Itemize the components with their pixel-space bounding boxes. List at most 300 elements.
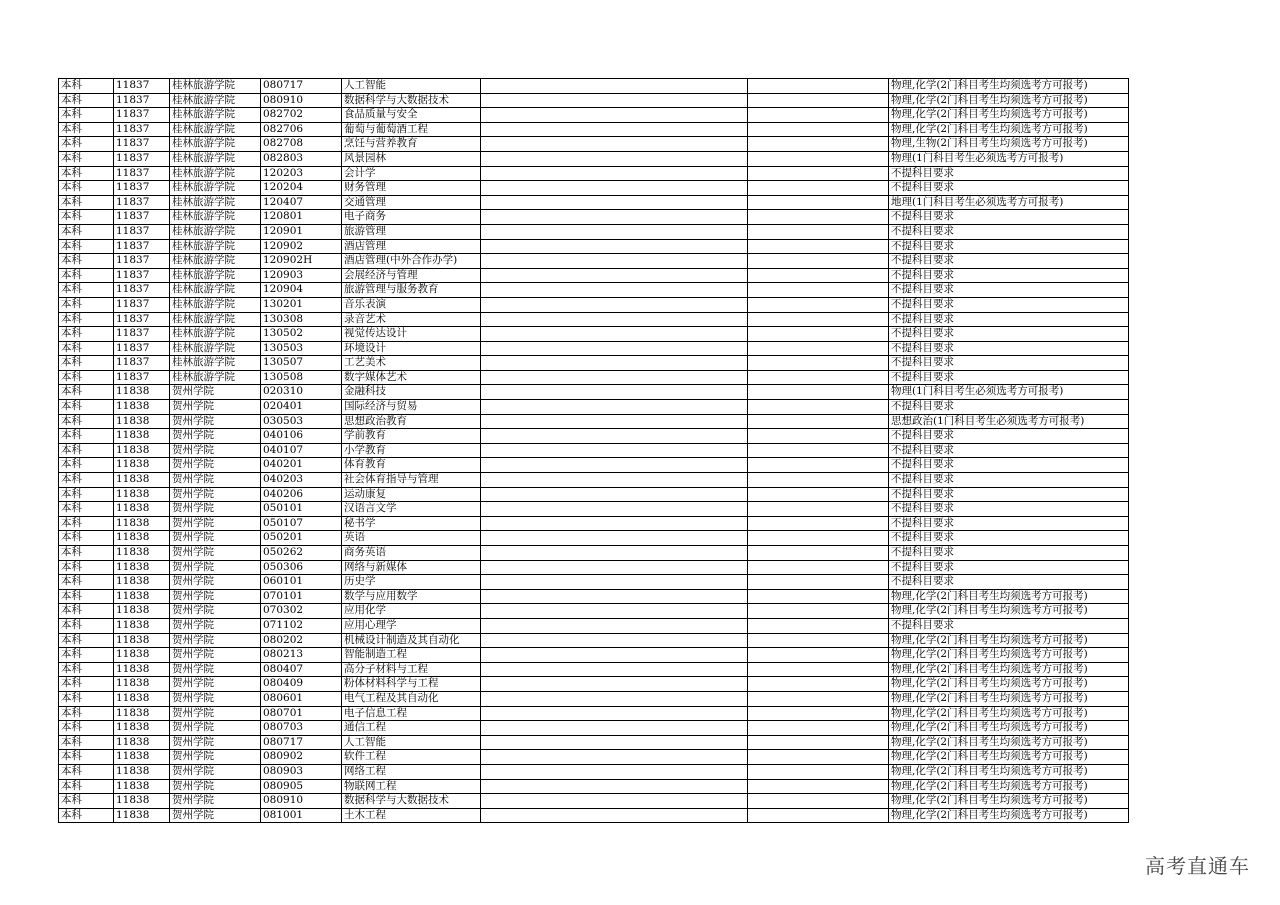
table-row — [59, 108, 1129, 123]
blank-cell — [481, 662, 748, 677]
blank-cell — [748, 487, 889, 502]
blank-cell — [481, 195, 748, 210]
major-code-cell: 050262 — [261, 546, 342, 561]
table-row — [59, 721, 1129, 736]
school-code-cell: 11838 — [114, 633, 170, 648]
school-name-cell: 桂林旅游学院 — [170, 297, 261, 312]
school-code-cell: 11838 — [114, 443, 170, 458]
table-row — [59, 414, 1129, 429]
level-cell: 本科 — [59, 487, 114, 502]
blank-cell — [481, 750, 748, 765]
major-code-cell: 040203 — [261, 473, 342, 488]
table-row — [59, 370, 1129, 385]
level-cell: 本科 — [59, 370, 114, 385]
school-name-cell: 贺州学院 — [170, 546, 261, 561]
school-code-cell: 11838 — [114, 618, 170, 633]
requirement-cell: 不提科目要求 — [889, 224, 1129, 239]
requirement-cell: 不提科目要求 — [889, 327, 1129, 342]
school-name-cell: 贺州学院 — [170, 502, 261, 517]
table-row — [59, 151, 1129, 166]
blank-cell — [748, 808, 889, 823]
blank-cell — [481, 604, 748, 619]
blank-cell — [481, 224, 748, 239]
requirement-cell: 不提科目要求 — [889, 531, 1129, 546]
level-cell: 本科 — [59, 108, 114, 123]
table-row — [59, 356, 1129, 371]
table-row — [59, 195, 1129, 210]
requirement-cell: 不提科目要求 — [889, 546, 1129, 561]
school-name-cell: 桂林旅游学院 — [170, 312, 261, 327]
major-code-cell: 040106 — [261, 429, 342, 444]
blank-cell — [748, 166, 889, 181]
requirement-cell: 物理,化学(2门科目考生均须选考方可报考) — [889, 633, 1129, 648]
level-cell: 本科 — [59, 546, 114, 561]
school-name-cell: 贺州学院 — [170, 531, 261, 546]
table-row — [59, 677, 1129, 692]
requirement-cell: 物理,化学(2门科目考生均须选考方可报考) — [889, 706, 1129, 721]
school-code-cell: 11837 — [114, 195, 170, 210]
blank-cell — [748, 414, 889, 429]
requirement-cell: 不提科目要求 — [889, 166, 1129, 181]
school-name-cell: 贺州学院 — [170, 429, 261, 444]
school-code-cell: 11838 — [114, 677, 170, 692]
level-cell: 本科 — [59, 210, 114, 225]
school-code-cell: 11837 — [114, 356, 170, 371]
blank-cell — [481, 356, 748, 371]
blank-cell — [748, 750, 889, 765]
level-cell: 本科 — [59, 677, 114, 692]
major-name-cell: 音乐表演 — [342, 297, 481, 312]
table-row — [59, 560, 1129, 575]
major-name-cell: 汉语言文学 — [342, 502, 481, 517]
school-code-cell: 11838 — [114, 414, 170, 429]
school-name-cell: 贺州学院 — [170, 589, 261, 604]
school-name-cell: 贺州学院 — [170, 385, 261, 400]
major-code-cell: 080213 — [261, 648, 342, 663]
blank-cell — [748, 356, 889, 371]
school-code-cell: 11838 — [114, 808, 170, 823]
requirement-cell: 物理,化学(2门科目考生均须选考方可报考) — [889, 79, 1129, 94]
school-code-cell: 11837 — [114, 254, 170, 269]
table-row — [59, 750, 1129, 765]
major-code-cell: 082708 — [261, 137, 342, 152]
school-name-cell: 桂林旅游学院 — [170, 210, 261, 225]
level-cell: 本科 — [59, 341, 114, 356]
subject-requirements-table — [58, 78, 1129, 823]
major-code-cell: 050107 — [261, 516, 342, 531]
school-code-cell: 11837 — [114, 312, 170, 327]
major-name-cell: 旅游管理与服务教育 — [342, 283, 481, 298]
requirement-cell: 物理,化学(2门科目考生均须选考方可报考) — [889, 721, 1129, 736]
level-cell: 本科 — [59, 254, 114, 269]
blank-cell — [748, 633, 889, 648]
major-name-cell: 会展经济与管理 — [342, 268, 481, 283]
blank-cell — [481, 531, 748, 546]
level-cell: 本科 — [59, 312, 114, 327]
school-code-cell: 11837 — [114, 151, 170, 166]
blank-cell — [748, 721, 889, 736]
table-row — [59, 546, 1129, 561]
blank-cell — [748, 589, 889, 604]
major-code-cell: 120902 — [261, 239, 342, 254]
major-name-cell: 历史学 — [342, 575, 481, 590]
school-code-cell: 11838 — [114, 604, 170, 619]
level-cell: 本科 — [59, 779, 114, 794]
level-cell: 本科 — [59, 750, 114, 765]
school-name-cell: 贺州学院 — [170, 487, 261, 502]
major-name-cell: 体育教育 — [342, 458, 481, 473]
requirement-cell: 不提科目要求 — [889, 239, 1129, 254]
blank-cell — [481, 414, 748, 429]
table-row — [59, 93, 1129, 108]
blank-cell — [481, 210, 748, 225]
school-name-cell: 贺州学院 — [170, 648, 261, 663]
major-code-cell: 070101 — [261, 589, 342, 604]
major-name-cell: 风景园林 — [342, 151, 481, 166]
requirement-cell: 物理,化学(2门科目考生均须选考方可报考) — [889, 808, 1129, 823]
blank-cell — [748, 268, 889, 283]
blank-cell — [481, 283, 748, 298]
blank-cell — [748, 443, 889, 458]
blank-cell — [481, 400, 748, 415]
school-name-cell: 贺州学院 — [170, 735, 261, 750]
table-row — [59, 648, 1129, 663]
table-row — [59, 210, 1129, 225]
major-code-cell: 120901 — [261, 224, 342, 239]
blank-cell — [748, 546, 889, 561]
major-code-cell: 120801 — [261, 210, 342, 225]
major-name-cell: 电子商务 — [342, 210, 481, 225]
blank-cell — [481, 575, 748, 590]
school-code-cell: 11838 — [114, 429, 170, 444]
blank-cell — [481, 691, 748, 706]
table-row — [59, 443, 1129, 458]
major-name-cell: 数字媒体艺术 — [342, 370, 481, 385]
major-name-cell: 商务英语 — [342, 546, 481, 561]
requirement-cell: 不提科目要求 — [889, 400, 1129, 415]
major-code-cell: 080910 — [261, 93, 342, 108]
school-name-cell: 贺州学院 — [170, 677, 261, 692]
table-row — [59, 400, 1129, 415]
school-code-cell: 11838 — [114, 560, 170, 575]
major-name-cell: 秘书学 — [342, 516, 481, 531]
major-name-cell: 应用心理学 — [342, 618, 481, 633]
requirement-cell: 物理,化学(2门科目考生均须选考方可报考) — [889, 764, 1129, 779]
level-cell: 本科 — [59, 181, 114, 196]
major-code-cell: 130308 — [261, 312, 342, 327]
table-row — [59, 458, 1129, 473]
level-cell: 本科 — [59, 721, 114, 736]
level-cell: 本科 — [59, 589, 114, 604]
major-name-cell: 网络工程 — [342, 764, 481, 779]
blank-cell — [481, 808, 748, 823]
school-code-cell: 11838 — [114, 794, 170, 809]
school-code-cell: 11838 — [114, 662, 170, 677]
requirement-cell: 物理,化学(2门科目考生均须选考方可报考) — [889, 794, 1129, 809]
level-cell: 本科 — [59, 516, 114, 531]
major-name-cell: 思想政治教育 — [342, 414, 481, 429]
blank-cell — [748, 764, 889, 779]
level-cell: 本科 — [59, 735, 114, 750]
school-name-cell: 桂林旅游学院 — [170, 93, 261, 108]
school-code-cell: 11837 — [114, 239, 170, 254]
watermark-logo-text: 高考直通车 — [1145, 854, 1250, 878]
school-code-cell: 11837 — [114, 79, 170, 94]
blank-cell — [748, 224, 889, 239]
school-code-cell: 11837 — [114, 224, 170, 239]
school-code-cell: 11837 — [114, 370, 170, 385]
school-code-cell: 11838 — [114, 516, 170, 531]
major-code-cell: 120407 — [261, 195, 342, 210]
major-code-cell: 082803 — [261, 151, 342, 166]
major-name-cell: 高分子材料与工程 — [342, 662, 481, 677]
requirement-cell: 不提科目要求 — [889, 370, 1129, 385]
level-cell: 本科 — [59, 93, 114, 108]
major-name-cell: 人工智能 — [342, 735, 481, 750]
major-code-cell: 020401 — [261, 400, 342, 415]
major-code-cell: 130503 — [261, 341, 342, 356]
school-code-cell: 11838 — [114, 473, 170, 488]
requirement-cell: 不提科目要求 — [889, 356, 1129, 371]
requirement-cell: 物理,化学(2门科目考生均须选考方可报考) — [889, 108, 1129, 123]
school-name-cell: 贺州学院 — [170, 706, 261, 721]
level-cell: 本科 — [59, 268, 114, 283]
blank-cell — [748, 531, 889, 546]
requirement-cell: 物理,化学(2门科目考生均须选考方可报考) — [889, 648, 1129, 663]
school-name-cell: 桂林旅游学院 — [170, 108, 261, 123]
blank-cell — [748, 400, 889, 415]
blank-cell — [481, 677, 748, 692]
table-row — [59, 312, 1129, 327]
major-name-cell: 社会体育指导与管理 — [342, 473, 481, 488]
blank-cell — [748, 79, 889, 94]
level-cell: 本科 — [59, 691, 114, 706]
school-name-cell: 桂林旅游学院 — [170, 268, 261, 283]
blank-cell — [481, 239, 748, 254]
blank-cell — [481, 370, 748, 385]
blank-cell — [481, 254, 748, 269]
blank-cell — [481, 546, 748, 561]
blank-cell — [481, 108, 748, 123]
school-code-cell: 11838 — [114, 385, 170, 400]
major-name-cell: 会计学 — [342, 166, 481, 181]
school-name-cell: 贺州学院 — [170, 779, 261, 794]
blank-cell — [481, 779, 748, 794]
major-code-cell: 071102 — [261, 618, 342, 633]
major-name-cell: 机械设计制造及其自动化 — [342, 633, 481, 648]
major-name-cell: 人工智能 — [342, 79, 481, 94]
level-cell: 本科 — [59, 151, 114, 166]
school-code-cell: 11838 — [114, 706, 170, 721]
major-code-cell: 060101 — [261, 575, 342, 590]
blank-cell — [481, 166, 748, 181]
major-code-cell: 130201 — [261, 297, 342, 312]
school-code-cell: 11838 — [114, 502, 170, 517]
school-code-cell: 11838 — [114, 487, 170, 502]
level-cell: 本科 — [59, 137, 114, 152]
level-cell: 本科 — [59, 79, 114, 94]
blank-cell — [748, 604, 889, 619]
major-code-cell: 050101 — [261, 502, 342, 517]
table-row — [59, 283, 1129, 298]
blank-cell — [748, 341, 889, 356]
major-code-cell: 080910 — [261, 794, 342, 809]
blank-cell — [748, 662, 889, 677]
table-row — [59, 589, 1129, 604]
major-code-cell: 120903 — [261, 268, 342, 283]
school-name-cell: 贺州学院 — [170, 750, 261, 765]
blank-cell — [748, 93, 889, 108]
blank-cell — [481, 794, 748, 809]
major-name-cell: 金融科技 — [342, 385, 481, 400]
table-row — [59, 764, 1129, 779]
blank-cell — [481, 473, 748, 488]
major-code-cell: 120904 — [261, 283, 342, 298]
school-code-cell: 11837 — [114, 108, 170, 123]
major-name-cell: 电气工程及其自动化 — [342, 691, 481, 706]
school-name-cell: 桂林旅游学院 — [170, 254, 261, 269]
blank-cell — [748, 735, 889, 750]
school-name-cell: 贺州学院 — [170, 662, 261, 677]
requirement-cell: 物理,化学(2门科目考生均须选考方可报考) — [889, 589, 1129, 604]
blank-cell — [481, 341, 748, 356]
school-code-cell: 11837 — [114, 283, 170, 298]
table-row — [59, 808, 1129, 823]
major-code-cell: 040201 — [261, 458, 342, 473]
school-code-cell: 11837 — [114, 268, 170, 283]
table-row — [59, 137, 1129, 152]
blank-cell — [481, 327, 748, 342]
school-name-cell: 贺州学院 — [170, 414, 261, 429]
requirement-cell: 不提科目要求 — [889, 297, 1129, 312]
level-cell: 本科 — [59, 473, 114, 488]
blank-cell — [481, 268, 748, 283]
major-code-cell: 082706 — [261, 122, 342, 137]
blank-cell — [481, 502, 748, 517]
blank-cell — [481, 618, 748, 633]
blank-cell — [481, 458, 748, 473]
school-code-cell: 11838 — [114, 589, 170, 604]
level-cell: 本科 — [59, 604, 114, 619]
level-cell: 本科 — [59, 764, 114, 779]
blank-cell — [748, 297, 889, 312]
major-code-cell: 080703 — [261, 721, 342, 736]
blank-cell — [481, 487, 748, 502]
school-name-cell: 桂林旅游学院 — [170, 181, 261, 196]
major-name-cell: 应用化学 — [342, 604, 481, 619]
blank-cell — [481, 443, 748, 458]
school-name-cell: 桂林旅游学院 — [170, 341, 261, 356]
school-name-cell: 桂林旅游学院 — [170, 356, 261, 371]
blank-cell — [748, 108, 889, 123]
blank-cell — [748, 122, 889, 137]
level-cell: 本科 — [59, 239, 114, 254]
blank-cell — [481, 764, 748, 779]
blank-cell — [748, 458, 889, 473]
blank-cell — [481, 633, 748, 648]
table-row — [59, 618, 1129, 633]
major-name-cell: 网络与新媒体 — [342, 560, 481, 575]
level-cell: 本科 — [59, 458, 114, 473]
level-cell: 本科 — [59, 575, 114, 590]
level-cell: 本科 — [59, 283, 114, 298]
major-code-cell: 130508 — [261, 370, 342, 385]
requirement-cell: 物理,化学(2门科目考生均须选考方可报考) — [889, 735, 1129, 750]
blank-cell — [748, 429, 889, 444]
major-name-cell: 通信工程 — [342, 721, 481, 736]
school-name-cell: 桂林旅游学院 — [170, 137, 261, 152]
major-name-cell: 录音艺术 — [342, 312, 481, 327]
blank-cell — [481, 648, 748, 663]
school-name-cell: 桂林旅游学院 — [170, 224, 261, 239]
major-code-cell: 130507 — [261, 356, 342, 371]
school-code-cell: 11838 — [114, 531, 170, 546]
school-name-cell: 桂林旅游学院 — [170, 327, 261, 342]
level-cell: 本科 — [59, 662, 114, 677]
level-cell: 本科 — [59, 385, 114, 400]
requirement-cell: 不提科目要求 — [889, 312, 1129, 327]
level-cell: 本科 — [59, 195, 114, 210]
requirement-cell: 不提科目要求 — [889, 254, 1129, 269]
school-name-cell: 桂林旅游学院 — [170, 79, 261, 94]
level-cell: 本科 — [59, 297, 114, 312]
school-code-cell: 11837 — [114, 93, 170, 108]
major-name-cell: 烹饪与营养教育 — [342, 137, 481, 152]
major-name-cell: 数学与应用数学 — [342, 589, 481, 604]
school-name-cell: 桂林旅游学院 — [170, 151, 261, 166]
requirement-cell: 物理,化学(2门科目考生均须选考方可报考) — [889, 677, 1129, 692]
level-cell: 本科 — [59, 531, 114, 546]
table-body — [59, 79, 1129, 823]
requirement-cell: 物理,化学(2门科目考生均须选考方可报考) — [889, 662, 1129, 677]
blank-cell — [481, 297, 748, 312]
blank-cell — [481, 516, 748, 531]
blank-cell — [748, 283, 889, 298]
blank-cell — [748, 181, 889, 196]
major-code-cell: 050201 — [261, 531, 342, 546]
school-code-cell: 11838 — [114, 648, 170, 663]
table-row — [59, 633, 1129, 648]
school-name-cell: 贺州学院 — [170, 400, 261, 415]
level-cell: 本科 — [59, 166, 114, 181]
school-code-cell: 11837 — [114, 297, 170, 312]
requirement-cell: 物理,化学(2门科目考生均须选考方可报考) — [889, 122, 1129, 137]
requirement-cell: 不提科目要求 — [889, 210, 1129, 225]
school-code-cell: 11838 — [114, 400, 170, 415]
major-name-cell: 电子信息工程 — [342, 706, 481, 721]
blank-cell — [748, 151, 889, 166]
blank-cell — [481, 151, 748, 166]
requirement-cell: 物理,化学(2门科目考生均须选考方可报考) — [889, 779, 1129, 794]
blank-cell — [748, 691, 889, 706]
major-name-cell: 工艺美术 — [342, 356, 481, 371]
level-cell: 本科 — [59, 356, 114, 371]
blank-cell — [481, 706, 748, 721]
requirement-cell: 不提科目要求 — [889, 341, 1129, 356]
school-code-cell: 11838 — [114, 691, 170, 706]
major-name-cell: 交通管理 — [342, 195, 481, 210]
major-code-cell: 040107 — [261, 443, 342, 458]
level-cell: 本科 — [59, 414, 114, 429]
major-code-cell: 040206 — [261, 487, 342, 502]
table-row — [59, 604, 1129, 619]
school-name-cell: 贺州学院 — [170, 691, 261, 706]
blank-cell — [748, 239, 889, 254]
table-row — [59, 516, 1129, 531]
blank-cell — [481, 589, 748, 604]
requirement-cell: 不提科目要求 — [889, 575, 1129, 590]
requirement-cell: 不提科目要求 — [889, 283, 1129, 298]
